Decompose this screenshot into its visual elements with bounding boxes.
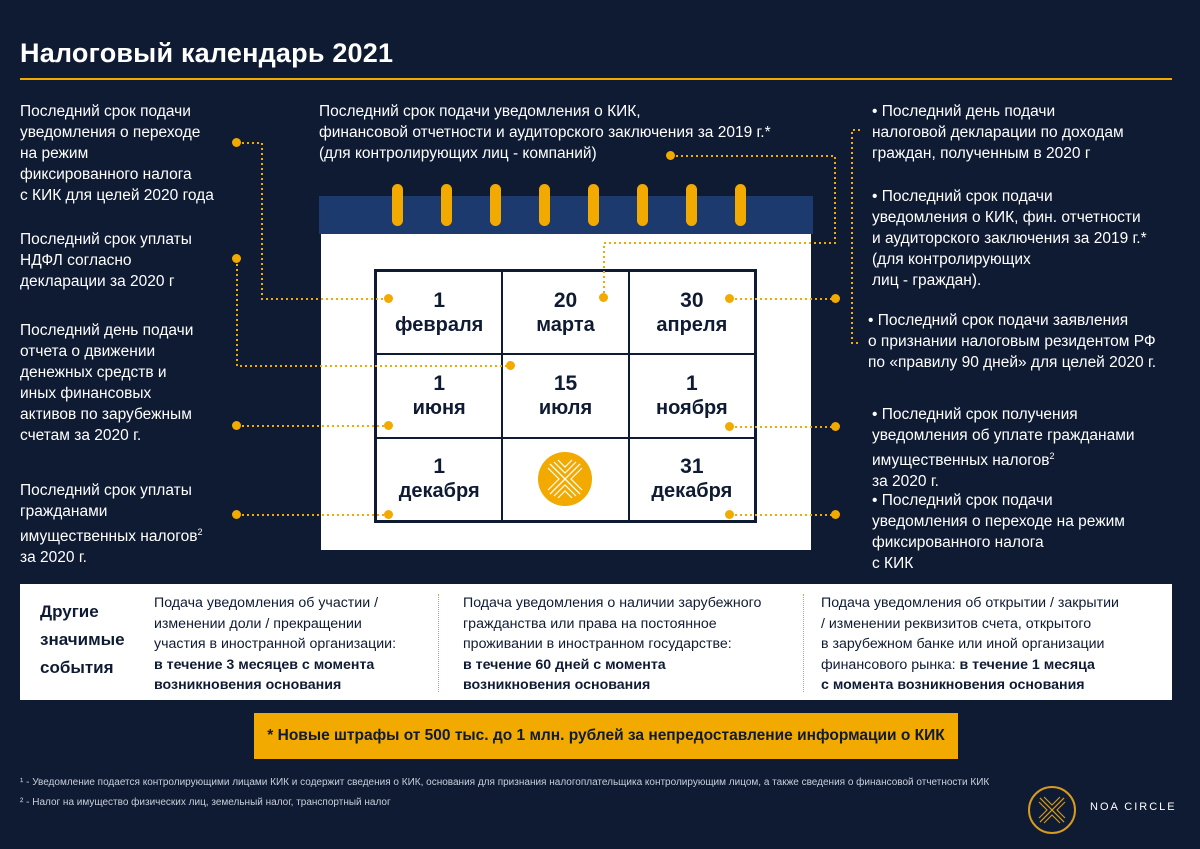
- noa-circle-logo-icon: [1028, 786, 1076, 834]
- event-text: Подача уведомления об открытии / закрытии / изменении реквизитов счета, открытого в зарубежном банке или иной организации финансового рынка:: [821, 595, 1119, 673]
- connector-dot: [506, 361, 515, 370]
- note-right-5-text: Последний срок подачи уведомления о переходе на режим фиксированного налога с КИК: [872, 492, 1125, 572]
- connector-dot: [384, 421, 393, 430]
- bullet-mark: •: [872, 492, 878, 509]
- note-left-2: Последний срок уплаты НДФЛ согласно декларации за 2020 г: [20, 231, 192, 290]
- note-left-4-text: Последний срок уплаты гражданами имущественных налогов: [20, 482, 198, 546]
- connector-dot: [831, 510, 840, 519]
- date-day: 31: [680, 455, 704, 479]
- footnote-mark-2: 2: [1049, 451, 1055, 461]
- note-right-3-text: Последний срок подачи заявления о признании налоговым резидентом РФ по «правилу 90 дней» для целей 2020 г.: [868, 312, 1157, 371]
- connector-dot: [831, 422, 840, 431]
- connector-dot: [666, 151, 675, 160]
- date-month: декабря: [651, 480, 733, 503]
- page-title: Налоговый календарь 2021: [20, 38, 394, 68]
- date-day: 30: [680, 288, 704, 312]
- other-events-panel: [20, 584, 1172, 700]
- date-month: ноября: [655, 396, 728, 419]
- bullet-mark: •: [872, 406, 878, 423]
- date-month: февраля: [394, 313, 484, 336]
- event-bank-account: [821, 593, 1119, 696]
- logo-text: NOA CIRCLE: [1090, 801, 1177, 813]
- footnote-mark-2: 2: [197, 527, 203, 537]
- connector-dot: [831, 294, 840, 303]
- date-month: декабря: [398, 480, 480, 503]
- date-month: июня: [412, 396, 466, 419]
- bullet-mark: •: [868, 312, 874, 329]
- date-month: апреля: [656, 313, 728, 336]
- date-day: 1: [685, 371, 698, 395]
- date-day: 20: [553, 288, 578, 312]
- connector-dot: [384, 294, 393, 303]
- connector-dot: [384, 510, 393, 519]
- event-deadline: в течение 60 дней с момента возникновения основания: [463, 656, 666, 693]
- event-text: Подача уведомления об участии / изменении доли / прекращении участия в иностранной организации:: [154, 595, 397, 652]
- connector-dot: [599, 293, 608, 302]
- note-left-4-year: за 2020 г.: [20, 549, 87, 567]
- footnote-2: ² - Налог на имущество физических лиц, земельный налог, транспортный налог: [20, 797, 391, 808]
- fines-banner: * Новые штрафы от 500 тыс. до 1 млн. рублей за непредоставление информации о КИК: [254, 713, 958, 759]
- note-right-2-text: Последний срок подачи уведомления о КИК, фин. отчетности и аудиторского заключения за 2019 г.* (для контролирующих лиц - граждан).: [872, 188, 1147, 289]
- note-right-1-text: Последний день подачи налоговой декларации по доходам граждан, полученным в 2020 г: [872, 103, 1124, 162]
- date-day: 1: [433, 288, 445, 312]
- note-left-1: Последний срок подачи уведомления о переходе на режим фиксированного налога с КИК для целей 2020 года: [20, 103, 214, 204]
- connector-dot: [232, 421, 241, 430]
- date-month: марта: [536, 313, 595, 336]
- event-citizenship: [463, 593, 761, 696]
- event-text: Подача уведомления о наличии зарубежного гражданства или права на постоянное проживании в иностранном государстве:: [463, 595, 762, 652]
- event-deadline: в течение 3 месяцев с момента возникновения основания: [154, 656, 375, 693]
- bullet-mark: •: [872, 188, 878, 205]
- connector-dot: [725, 422, 734, 431]
- footnote-1: ¹ - Уведомление подается контролирующими лицами КИК и содержит сведения о КИК, основания для признания налогоплательщика контролирующим лицом, а также сведения о финансовой отчетности КИК: [20, 777, 990, 788]
- event-divider: [803, 594, 805, 692]
- connector-dot: [232, 510, 241, 519]
- date-day: 1: [433, 371, 445, 395]
- connector-dot: [232, 138, 241, 147]
- note-top: Последний срок подачи уведомления о КИК, финансовой отчетности и аудиторского заключения за 2019 г.* (для контролирующих лиц - компаний): [319, 103, 771, 162]
- other-events-title: Другие значимые события: [40, 602, 125, 677]
- date-month: июля: [538, 396, 593, 419]
- connector-dot: [725, 294, 734, 303]
- connector-dot: [232, 254, 241, 263]
- event-divider: [438, 594, 440, 692]
- date-day: 15: [553, 371, 578, 395]
- date-day: 1: [433, 455, 445, 479]
- note-left-3: Последний день подачи отчета о движении денежных средств и иных финансовых активов по зарубежным счетам за 2020 г.: [20, 322, 194, 444]
- event-participation: [154, 593, 396, 696]
- note-right-4-text: Последний срок получения уведомления об уплате гражданами имущественных налогов: [872, 406, 1135, 470]
- note-right-4-year: за 2020 г.: [872, 473, 939, 491]
- connector-dot: [725, 510, 734, 519]
- event-deadline: в течение 1 месяца с момента возникновения основания: [821, 656, 1095, 693]
- bullet-mark: •: [872, 103, 878, 120]
